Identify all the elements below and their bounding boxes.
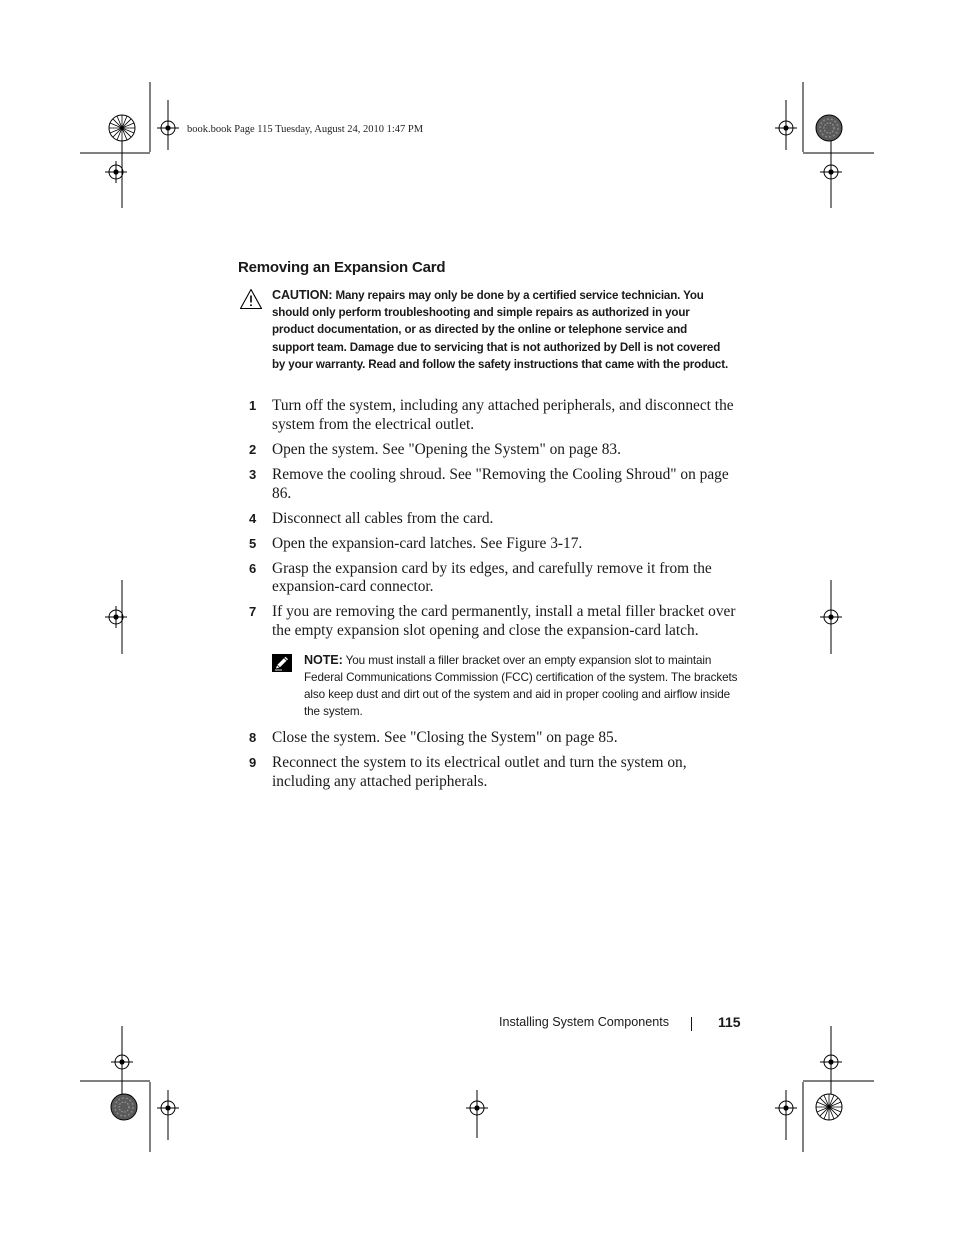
note-text: You must install a filler bracket over an empty expansion slot to maintain Federal Communications Commission (FCC) certification of the system. The brackets also keep dust and dirt out of the system and aid in proper cooling and airflow inside the system. <box>304 653 738 719</box>
step-item <box>238 603 738 641</box>
note-block <box>238 652 738 720</box>
footer-section-title: Installing System Components <box>499 1015 670 1029</box>
step-number: 3 <box>249 466 257 482</box>
step-number: 8 <box>249 730 257 746</box>
print-slug-line: book.book Page 115 Tuesday, August 24, 2010 1:47 PM <box>187 124 424 135</box>
step-item <box>238 510 738 529</box>
step-number: 5 <box>249 535 257 551</box>
step-item <box>238 560 738 598</box>
step-number: 4 <box>249 510 257 526</box>
caution-text: Many repairs may only be done by a certified service technician. You should only perform troubleshooting and simple repairs as authorized in your product documentation, or as directed by the online or telephone service and support team. Damage due to servicing that is not authorized by Dell is not covered by your warranty. Read and follow the safety instructions that came with the product. <box>272 289 729 371</box>
footer-divider <box>691 1017 692 1031</box>
step-item <box>238 466 738 504</box>
section-heading: Removing an Expansion Card <box>238 259 446 276</box>
caution-label: CAUTION: <box>272 288 333 302</box>
step-text: Disconnect all cables from the card. <box>272 509 494 527</box>
step-item <box>238 535 738 554</box>
step-item <box>238 754 738 792</box>
page-number: 115 <box>718 1014 741 1030</box>
step-number: 7 <box>249 604 257 620</box>
note-pencil-icon <box>271 653 293 673</box>
caution-block <box>272 287 732 373</box>
step-item <box>238 729 738 748</box>
step-item <box>238 441 738 460</box>
step-text: Turn off the system, including any attached peripherals, and disconnect the system from the electrical outlet. <box>272 397 734 433</box>
step-text: Grasp the expansion card by its edges, and carefully remove it from the expansion-card connector. <box>272 559 712 596</box>
step-text: Open the system. See "Opening the System" on page 83. <box>272 440 621 458</box>
step-number: 6 <box>249 560 257 576</box>
step-number: 2 <box>249 441 257 457</box>
step-text: Reconnect the system to its electrical outlet and turn the system on, including any attached peripherals. <box>272 754 687 791</box>
caution-triangle-icon <box>239 288 263 310</box>
step-text: Close the system. See "Closing the System" on page 85. <box>272 729 618 747</box>
step-number: 9 <box>249 755 257 771</box>
procedure-steps <box>238 397 738 798</box>
step-number: 1 <box>249 398 257 413</box>
step-text: If you are removing the card permanently, install a metal filler bracket over the empty expansion slot opening and close the expansion-card latch. <box>272 603 736 640</box>
step-item <box>238 397 738 435</box>
step-text: Remove the cooling shroud. See "Removing the Cooling Shroud" on page 86. <box>272 465 729 502</box>
step-text: Open the expansion-card latches. See Figure 3-17. <box>272 534 583 552</box>
note-label: NOTE: <box>304 652 343 667</box>
